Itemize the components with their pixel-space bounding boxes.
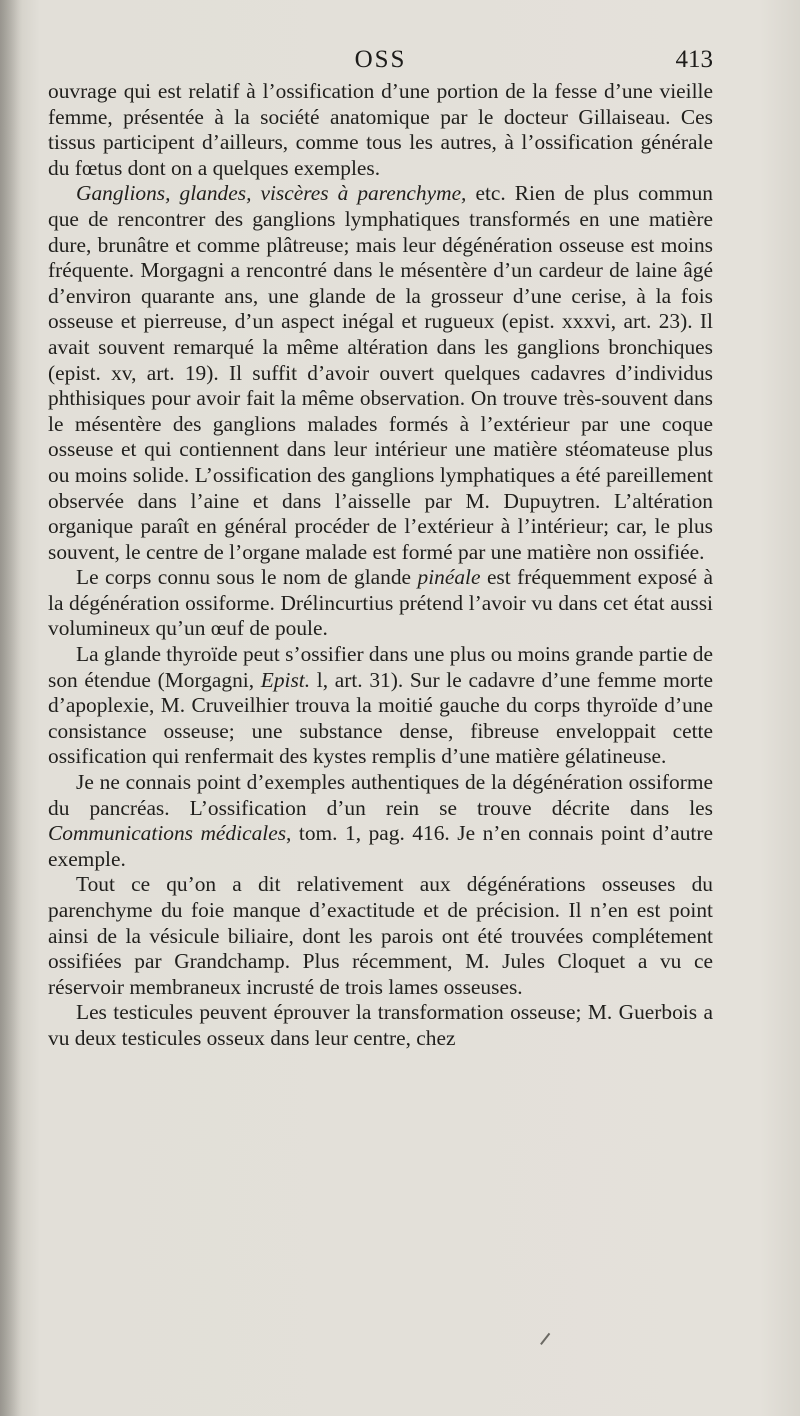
page-number: 413 — [675, 46, 713, 73]
paragraph-italic: pinéale — [417, 565, 481, 590]
paragraph-text-before: Le corps connu sous le nom de glande — [76, 565, 418, 590]
paragraph-lead-in: Ganglions, glandes, viscères à parenchyme, — [76, 181, 467, 206]
gutter-shadow — [0, 0, 22, 1416]
paragraph-pancreas — [48, 770, 713, 872]
paragraph-thyroide — [48, 642, 713, 770]
paragraph-italic: Epist. — [260, 667, 311, 692]
paragraph-pineale — [48, 565, 713, 642]
paragraph-italic: Communications médicales — [48, 821, 287, 846]
running-title: OSS — [354, 46, 407, 73]
page-header — [48, 46, 713, 80]
paragraph-text-after: est fréquemment exposé à la dégénération ossiforme. Drélincurtius prétend l’avoir vu dans cet état aussi volumineux qu’un œuf de poule. — [48, 565, 713, 641]
paragraph-foie — [48, 872, 713, 1000]
paragraph-text-after: l, art. 31). Sur le cadavre d’une femme morte d’apoplexie, M. Cruveilhier trouva la moitié gauche du corps thyroïde d’une consistance osseuse; une substance dense, fibreuse enveloppait cette ossification qui renfermait des kystes remplis d’une matière gélatineuse. — [48, 667, 713, 769]
paragraph-text-before: La glande thyroïde peut s’ossifier dans une plus ou moins grande partie de son étendue (Morgagni, — [48, 642, 713, 692]
paragraph-ganglions — [48, 181, 713, 565]
paragraph-text: etc. Rien de plus commun que de rencontrer des ganglions lymphatiques transformés en une matière dure, brunâtre et comme plâtreuse; mais leur dégénération osseuse est moins fréquente. Morgagni a rencontré dans le mésentère d’un cardeur de laine âgé d’environ quarante ans, une glande de la grosseur d’une cerise, à la fois osseuse et pierreuse, d’un aspect inégal et rugueux (epist. xxxvi, art. 23). Il avait souvent remarqué la même altération dans les ganglions bronchiques (epist. xv, art. 19). Il suffit d’avoir ouvert quelques cadavres d’individus phthisiques pour avoir fait la même observation. On trouve très-souvent dans le mésentère des ganglions malades formés à l’extérieur par une coque osseuse et qui contiennent dans leur intérieur une matière stéomateuse plus ou moins solide. L’ossification des ganglions lymphatiques a été pareillement observée dans l’aine et dans l’aisselle par M. Dupuytren. L’altération organique paraît en général procéder de l’extérieur à l’intérieur; car, le plus souvent, le centre de l’organe malade est formé par une matière non ossifiée. — [48, 181, 713, 564]
paragraph-continuation — [48, 79, 713, 181]
paragraph-testicules — [48, 1000, 713, 1051]
paragraph-text-after: , tom. 1, pag. 416. Je n’en connais point d’autre exemple. — [48, 821, 713, 871]
body-text — [48, 79, 713, 1052]
paragraph-text: ouvrage qui est relatif à l’ossification d’une portion de la fesse d’une vieille femme, présentée à la société anatomique par le docteur Gillaiseau. Ces tissus participent d’ailleurs, comme tous les autres, à l’ossification générale du fœtus dont on a quelques exemples. — [48, 79, 713, 180]
paragraph-text-before: Je ne connais point d’exemples authentiques de la dégénération ossiforme du pancréas. L’ossification d’un rein se trouve décrite dans les — [48, 770, 713, 820]
stray-ink-mark — [540, 1333, 550, 1345]
paragraph-text: Les testicules peuvent éprouver la transformation osseuse; M. Guerbois a vu deux testicules osseux dans leur centre, chez — [48, 1000, 713, 1050]
paragraph-text: Tout ce qu’on a dit relativement aux dégénérations osseuses du parenchyme du foie manque d’exactitude et de précision. Il n’en est point ainsi de la vésicule biliaire, dont les parois ont été trouvées complétement ossifiées par Grandchamp. Plus récemment, M. Jules Cloquet a vu ce réservoir membraneux incrusté de trois lames osseuses. — [48, 872, 713, 999]
